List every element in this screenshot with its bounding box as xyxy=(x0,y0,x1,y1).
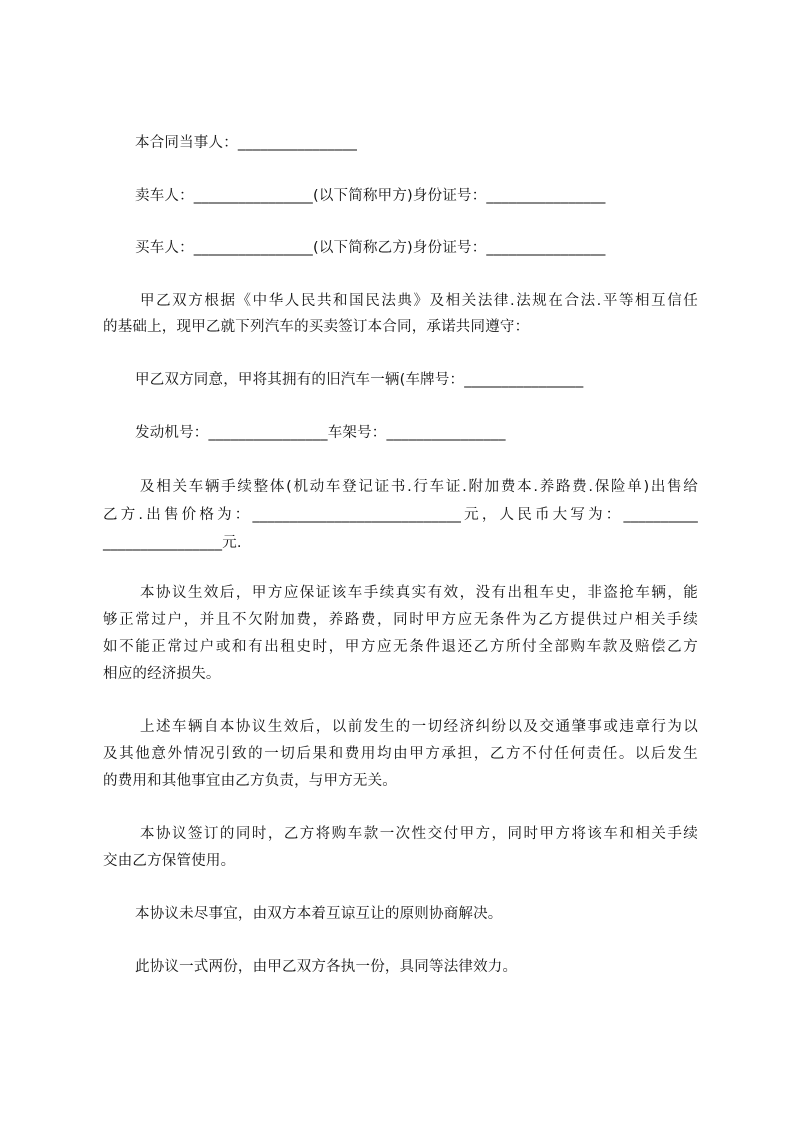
guarantee-line-3: 如不能正常过户或和有出租史时，甲方应无条件退还乙方所付全部购车款及赔偿乙方 xyxy=(103,639,698,655)
parties-line: 本合同当事人：________________ xyxy=(135,135,358,151)
guarantee-line-2: 够正常过户，并且不欠附加费，养路费，同时甲方应无条件为乙方提供过户相关手续 xyxy=(103,612,698,628)
payment-line-2: 交由乙方保管使用。 xyxy=(103,853,236,869)
liability-line-2: 及其他意外情况引致的一切后果和费用均由甲方承担，乙方不付任何责任。以后发生 xyxy=(103,746,698,762)
price-clause-line-1: 及相关车辆手续整体(机动车登记证书.行车证.附加费本.养路费.保险单)出售给 xyxy=(140,479,698,495)
copies-line: 此协议一式两份，由甲乙双方各执一份，具同等法律效力。 xyxy=(135,959,518,975)
payment-line-1: 本协议签订的同时，乙方将购车款一次性交付甲方，同时甲方将该车和相关手续 xyxy=(140,826,698,842)
guarantee-line-1: 本协议生效后，甲方应保证该车手续真实有效，没有出租车史，非盗抢车辆，能 xyxy=(140,585,698,601)
disputes-line: 本协议未尽事宜，由双方本着互谅互让的原则协商解决。 xyxy=(135,906,503,922)
preamble-line-2: 的基础上，现甲乙就下列汽车的买卖签订本合同，承诺共同遵守： xyxy=(103,319,530,335)
preamble-line-1: 甲乙双方根据《中华人民共和国民法典》及相关法律.法规在合法.平等相互信任 xyxy=(140,293,698,309)
buyer-line: 买车人：________________(以下简称乙方)身份证号：________________ xyxy=(135,240,606,256)
liability-line-1: 上述车辆自本协议生效后，以前发生的一切经济纠纷以及交通肇事或违章行为以 xyxy=(140,719,698,735)
price-clause-line-2: 乙方.出售价格为：____________________________元，人民币大写为：__________ xyxy=(103,507,698,523)
liability-line-3: 的费用和其他事宜由乙方负责，与甲方无关。 xyxy=(103,773,397,789)
seller-line: 卖车人：________________(以下简称甲方)身份证号：________________ xyxy=(135,188,606,204)
vehicle-plate-line: 甲乙双方同意，甲将其拥有的旧汽车一辆(车牌号：________________ xyxy=(135,372,584,388)
engine-frame-line: 发动机号：________________车架号：________________ xyxy=(135,425,506,441)
guarantee-line-4: 相应的经济损失。 xyxy=(103,666,221,682)
price-clause-line-3: ________________元. xyxy=(103,535,242,551)
